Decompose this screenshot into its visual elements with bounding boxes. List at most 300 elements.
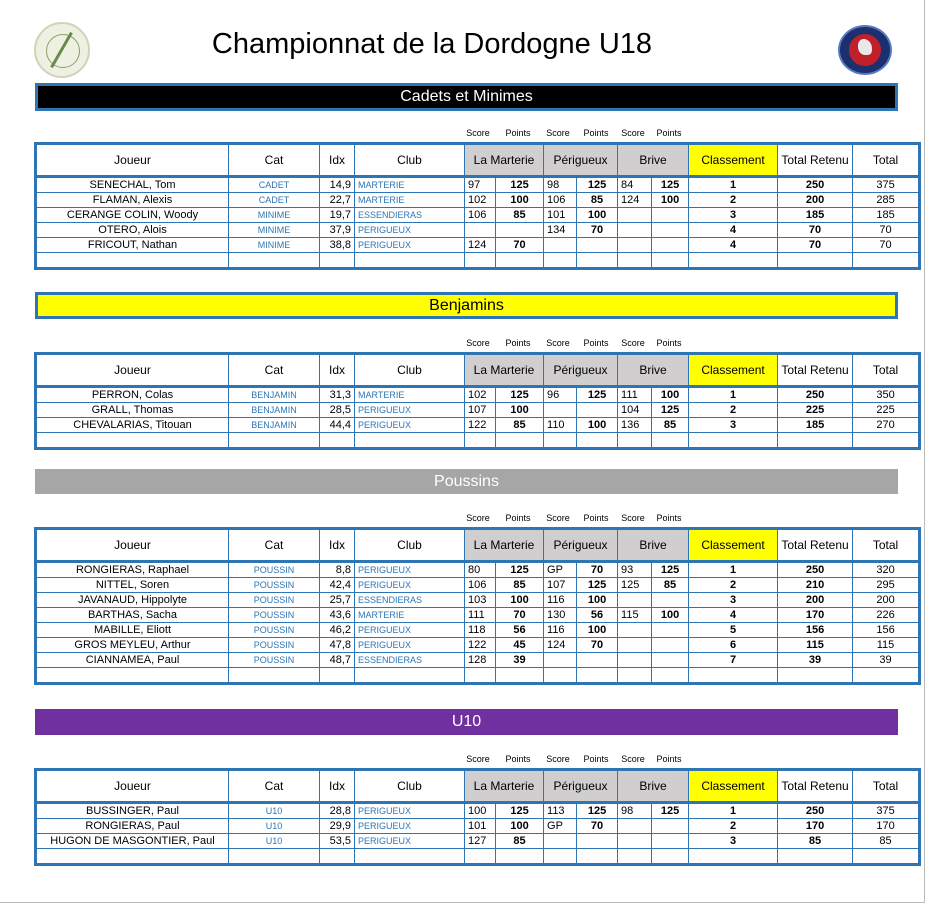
header-venue-brive: Brive xyxy=(618,529,689,562)
player-name: MABILLE, Eliott xyxy=(36,623,229,638)
category: POUSSIN xyxy=(229,638,320,653)
points-la-marterie: 100 xyxy=(496,819,544,834)
points-brive: 125 xyxy=(652,562,689,578)
score-la-marterie: 80 xyxy=(465,562,496,578)
score-la-marterie xyxy=(465,223,496,238)
index: 53,5 xyxy=(320,834,355,849)
total: 156 xyxy=(853,623,920,638)
player-name: NITTEL, Soren xyxy=(36,578,229,593)
points-la-marterie: 125 xyxy=(496,177,544,193)
points-brive: 125 xyxy=(652,403,689,418)
index: 48,7 xyxy=(320,653,355,668)
header-row xyxy=(36,770,920,803)
score-subheader: Score xyxy=(466,338,490,348)
index: 28,8 xyxy=(320,803,355,819)
classement: 2 xyxy=(689,193,778,208)
header-total: Total xyxy=(853,770,920,803)
header-idx: Idx xyxy=(320,529,355,562)
header-venue-la-marterie: La Marterie xyxy=(465,144,544,177)
points-brive: 100 xyxy=(652,387,689,403)
classement xyxy=(689,849,778,865)
table-row xyxy=(36,638,920,653)
classement xyxy=(689,668,778,684)
score-subheader: Score xyxy=(546,128,570,138)
total: 350 xyxy=(853,387,920,403)
points-perigueux xyxy=(577,238,618,253)
points-la-marterie: 100 xyxy=(496,193,544,208)
club: PERIGUEUX xyxy=(355,834,465,849)
points-subheader: Points xyxy=(583,754,609,764)
player-name: FLAMAN, Alexis xyxy=(36,193,229,208)
points-la-marterie: 70 xyxy=(496,238,544,253)
points-perigueux xyxy=(577,253,618,269)
score-subheader: Score xyxy=(546,754,570,764)
category: U10 xyxy=(229,803,320,819)
points-subheader: Points xyxy=(505,754,531,764)
score-subheader: Score xyxy=(621,128,645,138)
club: MARTERIE xyxy=(355,387,465,403)
total xyxy=(853,433,920,449)
total-retenu: 39 xyxy=(778,653,853,668)
score-perigueux: 116 xyxy=(544,623,577,638)
score-brive xyxy=(618,638,652,653)
table-row xyxy=(36,238,920,253)
table-row xyxy=(36,177,920,193)
points-brive: 125 xyxy=(652,803,689,819)
points-la-marterie: 125 xyxy=(496,803,544,819)
points-la-marterie: 85 xyxy=(496,208,544,223)
empty-row xyxy=(36,849,920,865)
score-perigueux xyxy=(544,653,577,668)
header-club: Club xyxy=(355,529,465,562)
total-retenu: 156 xyxy=(778,623,853,638)
score-perigueux: 96 xyxy=(544,387,577,403)
points-brive xyxy=(652,623,689,638)
points-la-marterie: 85 xyxy=(496,834,544,849)
classement: 1 xyxy=(689,177,778,193)
total: 285 xyxy=(853,193,920,208)
player-name: OTERO, Alois xyxy=(36,223,229,238)
points-brive xyxy=(652,208,689,223)
category: U10 xyxy=(229,834,320,849)
total-retenu: 250 xyxy=(778,562,853,578)
player-name: RONGIERAS, Paul xyxy=(36,819,229,834)
player-name: GROS MEYLEU, Arthur xyxy=(36,638,229,653)
points-brive xyxy=(652,668,689,684)
score-perigueux xyxy=(544,433,577,449)
header-club: Club xyxy=(355,144,465,177)
points-la-marterie: 45 xyxy=(496,638,544,653)
score-subheader: Score xyxy=(621,754,645,764)
points-la-marterie: 100 xyxy=(496,403,544,418)
total: 375 xyxy=(853,177,920,193)
classement: 3 xyxy=(689,834,778,849)
club xyxy=(355,668,465,684)
points-la-marterie: 100 xyxy=(496,593,544,608)
table-row xyxy=(36,819,920,834)
points-subheader: Points xyxy=(656,338,682,348)
score-subheader: Score xyxy=(621,338,645,348)
table-row xyxy=(36,403,920,418)
results-table xyxy=(34,527,921,685)
score-la-marterie: 128 xyxy=(465,653,496,668)
player-name xyxy=(36,253,229,269)
points-subheader: Points xyxy=(656,128,682,138)
points-subheader: Points xyxy=(583,338,609,348)
score-brive: 115 xyxy=(618,608,652,623)
header-idx: Idx xyxy=(320,354,355,387)
points-perigueux: 125 xyxy=(577,177,618,193)
total xyxy=(853,253,920,269)
header-row xyxy=(36,354,920,387)
header-venue-perigueux: Périgueux xyxy=(544,144,618,177)
section-banner-benjamins: Benjamins xyxy=(35,292,898,319)
points-perigueux xyxy=(577,653,618,668)
header-classement: Classement xyxy=(689,529,778,562)
table-row xyxy=(36,653,920,668)
club: PERIGUEUX xyxy=(355,418,465,433)
club: MARTERIE xyxy=(355,193,465,208)
total: 200 xyxy=(853,593,920,608)
points-perigueux: 70 xyxy=(577,223,618,238)
total-retenu: 210 xyxy=(778,578,853,593)
total-retenu: 200 xyxy=(778,193,853,208)
classement: 2 xyxy=(689,403,778,418)
points-brive xyxy=(652,834,689,849)
club: PERIGUEUX xyxy=(355,819,465,834)
points-brive: 125 xyxy=(652,177,689,193)
classement: 2 xyxy=(689,578,778,593)
classement: 1 xyxy=(689,803,778,819)
points-la-marterie: 125 xyxy=(496,562,544,578)
score-brive xyxy=(618,653,652,668)
header-classement: Classement xyxy=(689,144,778,177)
points-la-marterie xyxy=(496,253,544,269)
score-brive xyxy=(618,223,652,238)
score-perigueux xyxy=(544,668,577,684)
total: 70 xyxy=(853,238,920,253)
score-la-marterie: 122 xyxy=(465,638,496,653)
header-club: Club xyxy=(355,354,465,387)
points-la-marterie: 56 xyxy=(496,623,544,638)
score-brive xyxy=(618,834,652,849)
points-perigueux: 85 xyxy=(577,193,618,208)
classement: 6 xyxy=(689,638,778,653)
federation-logo-right xyxy=(838,25,892,75)
total-retenu: 170 xyxy=(778,819,853,834)
category: CADET xyxy=(229,177,320,193)
points-brive xyxy=(652,819,689,834)
score-brive xyxy=(618,253,652,269)
results-table xyxy=(34,142,921,270)
player-name xyxy=(36,849,229,865)
club xyxy=(355,253,465,269)
score-la-marterie: 107 xyxy=(465,403,496,418)
score-brive: 84 xyxy=(618,177,652,193)
header-total: Total xyxy=(853,529,920,562)
score-perigueux xyxy=(544,253,577,269)
points-brive xyxy=(652,638,689,653)
index: 31,3 xyxy=(320,387,355,403)
header-row xyxy=(36,529,920,562)
header-venue-brive: Brive xyxy=(618,354,689,387)
category xyxy=(229,253,320,269)
header-cat: Cat xyxy=(229,144,320,177)
table-row xyxy=(36,608,920,623)
points-subheader: Points xyxy=(505,128,531,138)
points-perigueux xyxy=(577,433,618,449)
index xyxy=(320,253,355,269)
classement xyxy=(689,253,778,269)
score-la-marterie: 103 xyxy=(465,593,496,608)
total: 39 xyxy=(853,653,920,668)
player-name: BARTHAS, Sacha xyxy=(36,608,229,623)
classement: 1 xyxy=(689,562,778,578)
header-total: Total xyxy=(853,354,920,387)
header-total-retenu: Total Retenu xyxy=(778,770,853,803)
total xyxy=(853,849,920,865)
total: 295 xyxy=(853,578,920,593)
section-banner-poussins: Poussins xyxy=(35,469,898,494)
score-perigueux: 130 xyxy=(544,608,577,623)
points-perigueux: 125 xyxy=(577,803,618,819)
total-retenu: 85 xyxy=(778,834,853,849)
score-la-marterie: 101 xyxy=(465,819,496,834)
score-perigueux: 98 xyxy=(544,177,577,193)
points-brive: 85 xyxy=(652,418,689,433)
points-perigueux: 70 xyxy=(577,562,618,578)
classement: 4 xyxy=(689,238,778,253)
score-la-marterie: 106 xyxy=(465,208,496,223)
category: POUSSIN xyxy=(229,608,320,623)
points-brive xyxy=(652,593,689,608)
total-retenu: 250 xyxy=(778,387,853,403)
category: BENJAMIN xyxy=(229,418,320,433)
classement: 4 xyxy=(689,223,778,238)
score-perigueux: 116 xyxy=(544,593,577,608)
results-table xyxy=(34,768,921,866)
category: MINIME xyxy=(229,208,320,223)
total-retenu: 70 xyxy=(778,223,853,238)
empty-row xyxy=(36,668,920,684)
club: PERIGUEUX xyxy=(355,562,465,578)
category: POUSSIN xyxy=(229,653,320,668)
points-la-marterie xyxy=(496,223,544,238)
table-row xyxy=(36,834,920,849)
header-total: Total xyxy=(853,144,920,177)
score-perigueux: 113 xyxy=(544,803,577,819)
header-total-retenu: Total Retenu xyxy=(778,144,853,177)
score-la-marterie: 102 xyxy=(465,193,496,208)
index: 29,9 xyxy=(320,819,355,834)
header-venue-brive: Brive xyxy=(618,144,689,177)
points-subheader: Points xyxy=(583,128,609,138)
category: POUSSIN xyxy=(229,623,320,638)
points-subheader: Points xyxy=(505,338,531,348)
score-subheader: Score xyxy=(546,338,570,348)
results-table xyxy=(34,352,921,450)
club xyxy=(355,433,465,449)
score-subheader: Score xyxy=(546,513,570,523)
club: MARTERIE xyxy=(355,177,465,193)
total-retenu xyxy=(778,253,853,269)
total: 375 xyxy=(853,803,920,819)
header-total-retenu: Total Retenu xyxy=(778,529,853,562)
header-idx: Idx xyxy=(320,144,355,177)
classement: 7 xyxy=(689,653,778,668)
header-venue-brive: Brive xyxy=(618,770,689,803)
table-row xyxy=(36,208,920,223)
classement xyxy=(689,433,778,449)
index: 37,9 xyxy=(320,223,355,238)
score-perigueux xyxy=(544,238,577,253)
total-retenu: 115 xyxy=(778,638,853,653)
points-la-marterie: 39 xyxy=(496,653,544,668)
player-name: JAVANAUD, Hippolyte xyxy=(36,593,229,608)
points-perigueux: 125 xyxy=(577,578,618,593)
score-subheader: Score xyxy=(466,513,490,523)
index xyxy=(320,668,355,684)
header-row xyxy=(36,144,920,177)
club: ESSENDIERAS xyxy=(355,653,465,668)
total: 320 xyxy=(853,562,920,578)
points-la-marterie xyxy=(496,849,544,865)
header-total-retenu: Total Retenu xyxy=(778,354,853,387)
table-row xyxy=(36,223,920,238)
score-subheader: Score xyxy=(466,128,490,138)
category: MINIME xyxy=(229,223,320,238)
score-la-marterie: 106 xyxy=(465,578,496,593)
total: 115 xyxy=(853,638,920,653)
total-retenu: 185 xyxy=(778,208,853,223)
table-row xyxy=(36,593,920,608)
score-la-marterie: 118 xyxy=(465,623,496,638)
score-brive: 124 xyxy=(618,193,652,208)
score-la-marterie: 97 xyxy=(465,177,496,193)
index: 47,8 xyxy=(320,638,355,653)
total: 185 xyxy=(853,208,920,223)
category: POUSSIN xyxy=(229,593,320,608)
index: 28,5 xyxy=(320,403,355,418)
score-brive xyxy=(618,849,652,865)
header-classement: Classement xyxy=(689,354,778,387)
header-cat: Cat xyxy=(229,354,320,387)
total: 226 xyxy=(853,608,920,623)
score-perigueux: GP xyxy=(544,562,577,578)
points-perigueux: 100 xyxy=(577,208,618,223)
points-la-marterie: 85 xyxy=(496,418,544,433)
total: 85 xyxy=(853,834,920,849)
points-perigueux: 70 xyxy=(577,638,618,653)
index: 25,7 xyxy=(320,593,355,608)
total-retenu xyxy=(778,849,853,865)
club: ESSENDIERAS xyxy=(355,593,465,608)
category xyxy=(229,668,320,684)
total-retenu xyxy=(778,433,853,449)
table-row xyxy=(36,193,920,208)
table-row xyxy=(36,418,920,433)
score-brive: 111 xyxy=(618,387,652,403)
score-la-marterie: 102 xyxy=(465,387,496,403)
header-venue-perigueux: Périgueux xyxy=(544,529,618,562)
player-name: CERANGE COLIN, Woody xyxy=(36,208,229,223)
club: PERIGUEUX xyxy=(355,223,465,238)
club: PERIGUEUX xyxy=(355,623,465,638)
points-perigueux: 100 xyxy=(577,418,618,433)
score-perigueux: 124 xyxy=(544,638,577,653)
header-venue-la-marterie: La Marterie xyxy=(465,529,544,562)
score-brive xyxy=(618,593,652,608)
score-brive: 104 xyxy=(618,403,652,418)
score-perigueux xyxy=(544,834,577,849)
points-perigueux: 125 xyxy=(577,387,618,403)
player-name: PERRON, Colas xyxy=(36,387,229,403)
points-perigueux xyxy=(577,834,618,849)
header-joueur: Joueur xyxy=(36,770,229,803)
points-brive xyxy=(652,433,689,449)
score-perigueux: 110 xyxy=(544,418,577,433)
points-la-marterie: 70 xyxy=(496,608,544,623)
header-venue-perigueux: Périgueux xyxy=(544,770,618,803)
points-perigueux: 56 xyxy=(577,608,618,623)
category xyxy=(229,433,320,449)
score-perigueux: 107 xyxy=(544,578,577,593)
player-name: CIANNAMEA, Paul xyxy=(36,653,229,668)
club xyxy=(355,849,465,865)
classement: 4 xyxy=(689,608,778,623)
club: PERIGUEUX xyxy=(355,638,465,653)
points-brive xyxy=(652,253,689,269)
classement: 1 xyxy=(689,387,778,403)
index: 8,8 xyxy=(320,562,355,578)
header-venue-la-marterie: La Marterie xyxy=(465,354,544,387)
total: 270 xyxy=(853,418,920,433)
index: 19,7 xyxy=(320,208,355,223)
score-la-marterie: 124 xyxy=(465,238,496,253)
points-la-marterie: 85 xyxy=(496,578,544,593)
total-retenu: 225 xyxy=(778,403,853,418)
club: PERIGUEUX xyxy=(355,403,465,418)
category: U10 xyxy=(229,819,320,834)
points-subheader: Points xyxy=(656,513,682,523)
score-brive: 93 xyxy=(618,562,652,578)
points-la-marterie xyxy=(496,668,544,684)
score-la-marterie xyxy=(465,849,496,865)
score-la-marterie xyxy=(465,253,496,269)
score-brive xyxy=(618,238,652,253)
index: 22,7 xyxy=(320,193,355,208)
table-row xyxy=(36,803,920,819)
index: 44,4 xyxy=(320,418,355,433)
header-cat: Cat xyxy=(229,529,320,562)
player-name xyxy=(36,668,229,684)
classement: 3 xyxy=(689,208,778,223)
total: 170 xyxy=(853,819,920,834)
index: 38,8 xyxy=(320,238,355,253)
score-subheader: Score xyxy=(621,513,645,523)
header-joueur: Joueur xyxy=(36,144,229,177)
score-perigueux xyxy=(544,403,577,418)
points-brive: 100 xyxy=(652,193,689,208)
score-brive xyxy=(618,819,652,834)
score-la-marterie: 111 xyxy=(465,608,496,623)
score-perigueux: 134 xyxy=(544,223,577,238)
points-perigueux xyxy=(577,668,618,684)
table-row xyxy=(36,387,920,403)
table-row xyxy=(36,623,920,638)
points-brive xyxy=(652,653,689,668)
score-subheader: Score xyxy=(466,754,490,764)
